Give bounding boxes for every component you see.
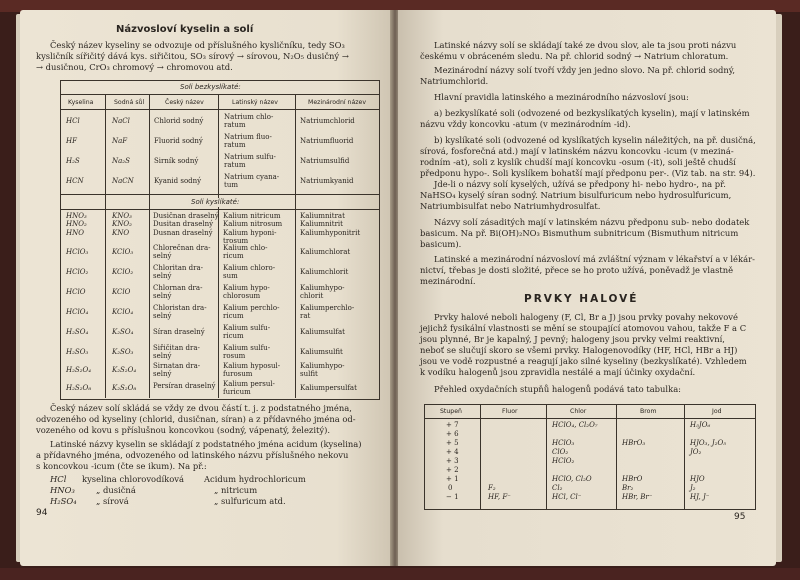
chlor-cell: Cl₂ [552, 484, 563, 492]
acid-cell: HClO [66, 288, 86, 296]
acid-cell: HClO₃ [66, 248, 89, 256]
jod-cell: HJO₃, J₂O₅ [690, 439, 727, 447]
intl-name-cell: Kaliumperchlo- rat [300, 304, 355, 321]
header-latinsky-nazev: Latinský název [232, 99, 278, 106]
latin-name-cell: Natrium fluo- ratum [224, 133, 272, 150]
potassium-salt-cell: K₂SO₃ [112, 348, 134, 356]
acid-cell: HCl [66, 117, 80, 125]
latin-name-cell: Natrium chlo- ratum [224, 113, 274, 130]
para3-line-2: a přídavného jména, odvozeného od latinského názvu příslušného nekovu [36, 450, 349, 460]
right-para-line-4: Natriumchlorid. [420, 76, 489, 86]
oxidation-state: + 4 [446, 448, 459, 456]
halogen-line-5: jsou ve vodě rozpustné a reagují jako silné kyseliny (bezkyslíkaté). Vzhledem [420, 356, 747, 366]
para2-line-1: Český název solí skládá se vždy ze dvou částí t. j. z podstatného jména, [50, 403, 352, 413]
halogen-line-1: Prvky halové neboli halogeny (F, Cl, Br a J) jsou prvky povahy nekovové [434, 312, 738, 322]
potassium-salt-cell: KClO [112, 288, 131, 296]
right-para-line-16: basicum. Na př. Bi(OH)₂NO₃ Bismuthum subnitricum (Bismuthum nitricum [420, 228, 739, 238]
acid-cell: H₂SO₄ [66, 328, 89, 336]
intro-line-3: → dusičnou, CrO₃ chromový → chromovou atd. [36, 62, 233, 72]
right-para-line-2: českému v obráceném sledu. Na př. chlorid sodný → Natrium chloratum. [420, 51, 729, 61]
chlor-cell: HClO₂ [552, 457, 575, 465]
section-title-prvky-halove: PRVKY HALOVÉ [524, 293, 639, 305]
jod-cell: HJ, J⁻ [690, 493, 710, 501]
oxidation-state: + 1 [446, 475, 459, 483]
header-jod: Jod [712, 408, 722, 415]
right-para-line-19: nictví, třebas je dosti složité, přece se ho proto užívá, poněvadž je vlastně [420, 265, 734, 275]
intl-name-cell: Kaliumsulfat [300, 328, 345, 336]
right-para-line-15: Názvy solí zásaditých mají v latinském názvu předponu sub- nebo dodatek [434, 217, 750, 227]
book-cover-bottom [0, 568, 800, 580]
potassium-salt-cell: K₂S₂O₈ [112, 384, 137, 392]
acid-cell: H₂SO₃ [66, 348, 89, 356]
para2-line-2: odvozeného od kyseliny (chlorid, dusičnan, síran) a z přídavného jména od- [36, 414, 356, 424]
right-para-line-20: mezinárodní. [420, 276, 476, 286]
jod-cell: JO₂ [690, 448, 702, 456]
czech-name-cell: Chlornan dra- selný [153, 284, 203, 301]
oxidation-state: − 1 [446, 493, 459, 501]
example-czech: „ dusičná [96, 485, 136, 495]
page-number-left: 94 [36, 508, 48, 518]
czech-name-cell: Chloritan dra- selný [153, 264, 203, 281]
right-page [398, 10, 776, 566]
intro-line-1: Český název kyseliny se odvozuje od příslušného kysličníku, tedy SO₃ [50, 40, 345, 50]
acid-cell: HF [66, 137, 77, 145]
oxidation-state: + 6 [446, 430, 459, 438]
potassium-salt-cell: K₂SO₄ [112, 328, 134, 336]
right-para-line-1: Latinské názvy solí se skládají také ze dvou slov, ale ta jsou proti názvu [434, 40, 737, 50]
right-para-line-13: NaHSO₄ kyselý síran sodný. Natrium bisulfuricum nebo hydrosulfuricum, [420, 190, 732, 200]
para3-line-3: s koncovkou -icum (čte se ikum). Na př.: [36, 461, 207, 471]
left-page [20, 10, 392, 566]
example-czech: kyselina chlorovodíková [82, 474, 184, 484]
header-fluor: Fluor [502, 408, 518, 415]
czech-name-cell: Chlorid sodný [154, 117, 204, 125]
czech-name-cell: Sirnatan dra- selný [153, 362, 201, 379]
potassium-salt-cell: KNO₃ KNO₂ KNO [112, 212, 132, 237]
example-formula: H₂SO₄ [50, 496, 77, 506]
right-para-line-7: názvu vždy koncovku -atum (v mezinárodním -id). [420, 119, 631, 129]
intl-name-cell: Natriumchlorid [300, 117, 355, 125]
acid-cell: HClO₂ [66, 268, 89, 276]
header-sodna-sul: Sodná sůl [114, 99, 145, 106]
oxidation-state: + 2 [446, 466, 459, 474]
overview-line: Přehled oxydačních stupňů halogenů podává tato tabulka: [434, 384, 682, 394]
table-section-1-title: Soli bezkyslíkaté: [180, 83, 241, 91]
fluor-cell: HF, F⁻ [488, 493, 511, 501]
chlor-cell: HClO, Cl₂O [552, 475, 592, 483]
intl-name-cell: Kaliumsulfit [300, 348, 343, 356]
intl-name-cell: Kaliumhypo- chlorit [300, 284, 345, 301]
intl-name-cell: Kaliumhypo- sulfit [300, 362, 345, 379]
intl-name-cell: Natriumsulfid [300, 157, 350, 165]
jod-cell: HJO [690, 475, 705, 483]
intl-name-cell: Kaliumchlorat [300, 248, 351, 256]
czech-name-cell: Dusičnan draselný Dusitan draselný Dusnan draselný [153, 212, 219, 237]
example-formula: HNO₃ [50, 485, 75, 495]
right-para-line-17: basicum). [420, 239, 462, 249]
right-para-line-6: a) bezkyslíkaté soli (odvozené od bezkyslíkatých kyselin), mají v latinském [434, 108, 750, 118]
halogen-line-4: neboť se slučují skoro se všemi prvky. Halogenovodíky (HF, HCl, HBr a HJ) [420, 345, 738, 355]
fluor-cell: F₂ [488, 484, 496, 492]
oxidation-state: + 5 [446, 439, 459, 447]
acid-cell: HClO₄ [66, 308, 89, 316]
oxidation-state: + 7 [446, 421, 459, 429]
potassium-salt-cell: KClO₃ [112, 248, 134, 256]
czech-name-cell: Persíran draselný [153, 382, 216, 390]
intl-name-cell: Kaliumchlorit [300, 268, 349, 276]
acid-cell: HCN [66, 177, 84, 185]
page-edges-right [776, 14, 782, 562]
jod-cell: J₂ [690, 484, 696, 492]
right-para-line-18: Latinské a mezinárodní názvosloví má zvláštní význam v lékařství a v lékár- [434, 254, 755, 264]
czech-name-cell: Chlorečnan dra- selný [153, 244, 211, 261]
header-stupen: Stupeň [440, 408, 462, 415]
potassium-salt-cell: KClO₂ [112, 268, 134, 276]
chlor-cell: HClO₄, Cl₂O₇ [552, 421, 598, 429]
sodium-salt-cell: NaCN [112, 177, 134, 185]
example-latin: „ sulfuricum atd. [214, 496, 286, 506]
example-latin: Acidum hydrochloricum [204, 474, 306, 484]
example-czech: „ sírová [96, 496, 129, 506]
latin-name-cell: Kalium persul- furicum [223, 380, 275, 397]
potassium-salt-cell: K₂S₂O₄ [112, 366, 137, 374]
latin-name-cell: Kalium chlo- ricum [223, 244, 268, 261]
para2-line-3: vozeného od kovu s příslušnou koncovkou (sodný, vápenatý, železitý). [36, 425, 331, 435]
header-brom: Brom [640, 408, 657, 415]
latin-name-cell: Natrium sulfu- ratum [224, 153, 276, 170]
right-para-line-10: rodním -at), soli z kyslík chudší mají koncovku -osum (-it), soli ještě chudší [420, 157, 736, 167]
latin-name-cell: Natrium cyana- tum [224, 173, 280, 190]
right-para-line-9: sírová, fosforečná atd.) mají v latinském názvu koncovku -icum (v meziná- [420, 146, 734, 156]
right-para-line-5: Hlavní pravidla latinského a mezinárodního názvosloví jsou: [434, 92, 689, 102]
header-chlor: Chlor [570, 408, 587, 415]
chlor-cell: HCl, Cl⁻ [552, 493, 582, 501]
sodium-salt-cell: NaCl [112, 117, 130, 125]
header-cesky-nazev: Český název [165, 99, 204, 106]
right-para-line-11: předponu hypo-. Soli kyslíkem bohatší mají předponu per-. (Viz tab. na str. 94). [420, 168, 756, 178]
latin-name-cell: Kalium hypo- chlorosum [223, 284, 270, 301]
brom-cell: HBr, Br⁻ [622, 493, 653, 501]
header-mezinarodni-nazev: Mezinárodní název [308, 99, 366, 106]
right-para-line-8: b) kyslíkaté soli (odvozené od kyslíkatých kyselin náležitých, na př. dusičná, [434, 135, 756, 145]
czech-name-cell: Fluorid sodný [154, 137, 203, 145]
latin-name-cell: Kalium hyposul- furosum [223, 362, 281, 379]
example-latin: „ nitricum [214, 485, 258, 495]
latin-name-cell: Kalium chloro- sum [223, 264, 276, 281]
czech-name-cell: Sirník sodný [154, 157, 199, 165]
latin-name-cell: Kalium perchlo- ricum [223, 304, 280, 321]
intro-line-2: kysličník sířičitý dává kys. siřičitou, SO₃ sírový → sírovou, N₂O₅ dusičný → [36, 51, 349, 61]
acid-cell: H₂S₂O₄ [66, 366, 92, 374]
chlor-cell: ClO₂ [552, 448, 569, 456]
oxidation-state: + 3 [446, 457, 459, 465]
czech-name-cell: Chloristan dra- selný [153, 304, 207, 321]
intl-name-cell: Kaliumpersulfat [300, 384, 357, 392]
intl-name-cell: Kaliumnitrat Kaliumnitrit Kaliumhyponitrit [300, 212, 361, 237]
brom-cell: HBrO₃ [622, 439, 646, 447]
acid-cell: HNO₃ HNO₂ HNO [66, 212, 87, 237]
potassium-salt-cell: KClO₄ [112, 308, 134, 316]
halogen-line-2: jejichž fysikální vlastnosti se mění se stoupající atomovou vahou, takže F a C [420, 323, 747, 333]
brom-cell: HBrO [622, 475, 643, 483]
halogen-line-6: k vodíku halogenů jsou zpravidla nestálé a mají účinky oxydační. [420, 367, 696, 377]
czech-name-cell: Siřičitan dra- selný [153, 344, 200, 361]
page-number-right: 95 [734, 512, 746, 522]
header-kyselina: Kyselina [68, 99, 94, 106]
acid-cell: H₂S [66, 157, 80, 165]
chlor-cell: HClO₃ [552, 439, 575, 447]
intl-name-cell: Natriumkyanid [300, 177, 354, 185]
para3-line-1: Latinské názvy kyselin se skládají z podstatného jména acidum (kyselina) [50, 439, 362, 449]
oxidation-state: 0 [448, 484, 453, 492]
example-formula: HCl [50, 474, 67, 484]
intl-name-cell: Natriumfluorid [300, 137, 354, 145]
latin-name-cell: Kalium sulfu- ricum [223, 324, 271, 341]
right-para-line-3: Mezinárodní názvy solí tvoří vždy jen jedno slovo. Na př. chlorid sodný, [434, 65, 736, 75]
table-section-2-title: Soli kyslíkaté: [188, 198, 242, 207]
sodium-salt-cell: Na₂S [112, 157, 130, 165]
brom-cell: Br₂ [622, 484, 634, 492]
latin-name-cell: Kalium sulfu- rosum [223, 344, 271, 361]
czech-name-cell: Kyanid sodný [154, 177, 202, 185]
czech-name-cell: Síran draselný [153, 328, 205, 336]
sodium-salt-cell: NaF [112, 137, 128, 145]
jod-cell: H₅JO₆ [690, 421, 711, 429]
right-para-line-12: Jde-li o názvy solí kyselých, užívá se předpony hi- nebo hydro-, na př. [434, 179, 726, 189]
latin-name-cell: Kalium nitricum Kalium nitrosum Kalium hyponi- trosum [223, 212, 283, 246]
halogen-line-3: jsou plynné, Br je kapalný, J pevný; halogeny jsou prvky velmi reaktivní, [420, 334, 725, 344]
right-para-line-14: Natriumbisulfat nebo Natriumhydrosulfat. [420, 201, 601, 211]
acid-cell: H₂S₂O₈ [66, 384, 92, 392]
left-page-heading: Názvosloví kyselin a solí [116, 24, 254, 35]
